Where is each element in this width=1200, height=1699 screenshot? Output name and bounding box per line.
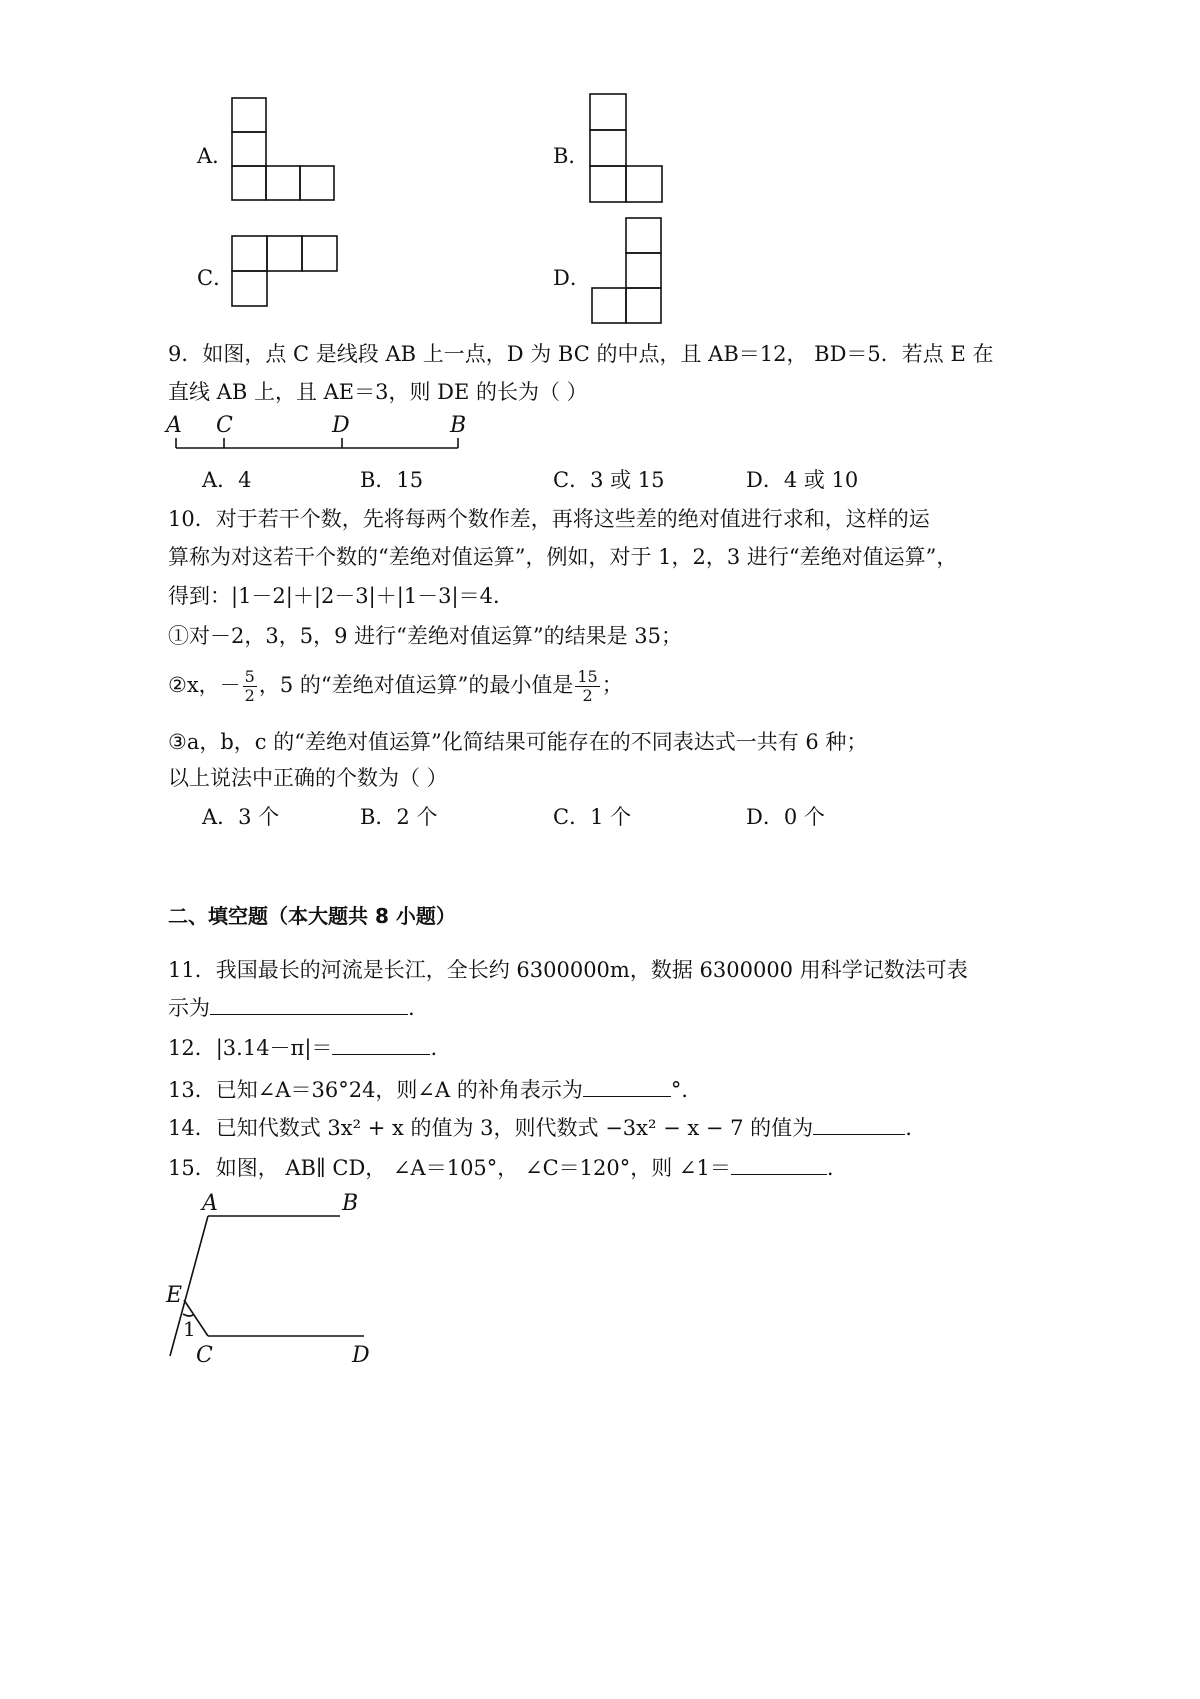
fraction-15-over-2 [575,668,599,705]
label-d: D [332,413,350,438]
q9-segment-figure [164,410,474,458]
q10-s2-mid: ，5 的“差绝对值运算”的最小值是 [258,673,574,697]
q9-option-a: A．4 [202,468,252,492]
q11-line1: 11．我国最长的河流是长江，全长约 6300000m，数据 6300000 用科学记数法可表 [168,958,968,982]
q8-option-a-label: A． [197,144,234,168]
q13-text: 13．已知∠A＝36°24，则∠A 的补角表示为 [168,1078,583,1102]
q15-end: . [826,1156,834,1180]
q8-option-c-figure [230,234,338,308]
q9-line2: 直线 AB 上，且 AE＝3，则 DE 的长为（ ） [168,380,588,404]
q8-option-b-label: B． [553,144,590,168]
q10-statement-1: ①对－2，3，5，9 进行“差绝对值运算”的结果是 35； [168,624,682,648]
q10-option-d: D．0 个 [746,805,825,829]
q14 [168,1114,912,1142]
q12-text: 12．|3.14－π|＝ [168,1036,333,1060]
q12-end: . [430,1036,438,1060]
q10-line3: 得到：|1－2|＋|2－3|＋|1－3|＝4． [168,584,514,608]
fraction-numerator: 5 [244,667,255,686]
label-b: B [342,1191,359,1216]
angle-1-arc [183,1314,194,1316]
q10-s2-pre: ②x，－ [168,673,241,697]
q10-statement-3: ③a，b，c 的“差绝对值运算”化简结果可能存在的不同表达式一共有 6 种； [168,730,868,754]
q14-text: 14．已知代数式 3x² + x 的值为 3，则代数式 −3x² − x − 7 的值为 [168,1116,814,1140]
label-c: C [196,1343,213,1368]
label-d: D [352,1343,370,1368]
q10-option-b: B．2 个 [360,805,438,829]
q8-option-b-figure [588,92,666,206]
q8-option-d-figure [590,216,664,328]
q9-line1: 9．如图，点 C 是线段 AB 上一点，D 为 BC 的中点，且 AB＝12， BD＝5．若点 E 在 [168,342,994,366]
q10-option-a: A．3 个 [202,805,280,829]
q10-line1: 10．对于若干个数，先将每两个数作差，再将这些差的绝对值进行求和，这样的运 [168,507,930,531]
q9-option-c: C．3 或 15 [553,468,665,492]
q8-option-c-label: C． [197,266,235,290]
q14-answer-blank[interactable] [813,1114,905,1135]
fraction-5-over-2 [243,668,257,705]
q15-parallel-lines-figure [160,1188,380,1370]
label-a: A [202,1191,218,1216]
q15-answer-blank[interactable] [731,1154,827,1175]
q10-option-c: C．1 个 [553,805,632,829]
label-a: A [166,413,182,438]
q9-option-b: B．15 [360,468,424,492]
q8-option-a-figure [230,96,336,202]
q10-line2: 算称为对这若干个数的“差绝对值运算”，例如，对于 1，2，3 进行“差绝对值运算”， [168,545,958,569]
q14-end: . [905,1116,912,1140]
fraction-numerator: 15 [577,667,598,686]
q11-line2 [168,994,415,1022]
q10-s2-post: ； [601,673,623,697]
q13 [168,1076,702,1104]
q8-option-d-label: D． [553,266,591,290]
q12-answer-blank[interactable] [332,1034,430,1055]
q9-option-d: D．4 或 10 [746,468,859,492]
fraction-denominator: 2 [244,686,255,705]
label-b: B [450,413,467,438]
q11-end: . [408,996,415,1020]
q15-text: 15．如图， AB∥ CD， ∠A＝105°， ∠C＝120°，则 ∠1＝ [168,1156,731,1180]
label-c: C [216,413,233,438]
q13-end: °． [670,1078,703,1102]
label-angle-1: 1 [183,1317,196,1341]
fraction-denominator: 2 [582,686,593,705]
label-e: E [166,1283,183,1308]
q12 [168,1034,437,1062]
q11-answer-blank[interactable] [210,994,408,1015]
q10-ask: 以上说法中正确的个数为（ ） [168,766,448,790]
q15 [168,1154,834,1182]
q13-answer-blank[interactable] [583,1076,671,1097]
q10-statement-2 [168,668,623,705]
q11-line2-text: 示为 [168,996,210,1020]
section-2-title: 二、填空题（本大题共 8 小题） [168,904,456,928]
